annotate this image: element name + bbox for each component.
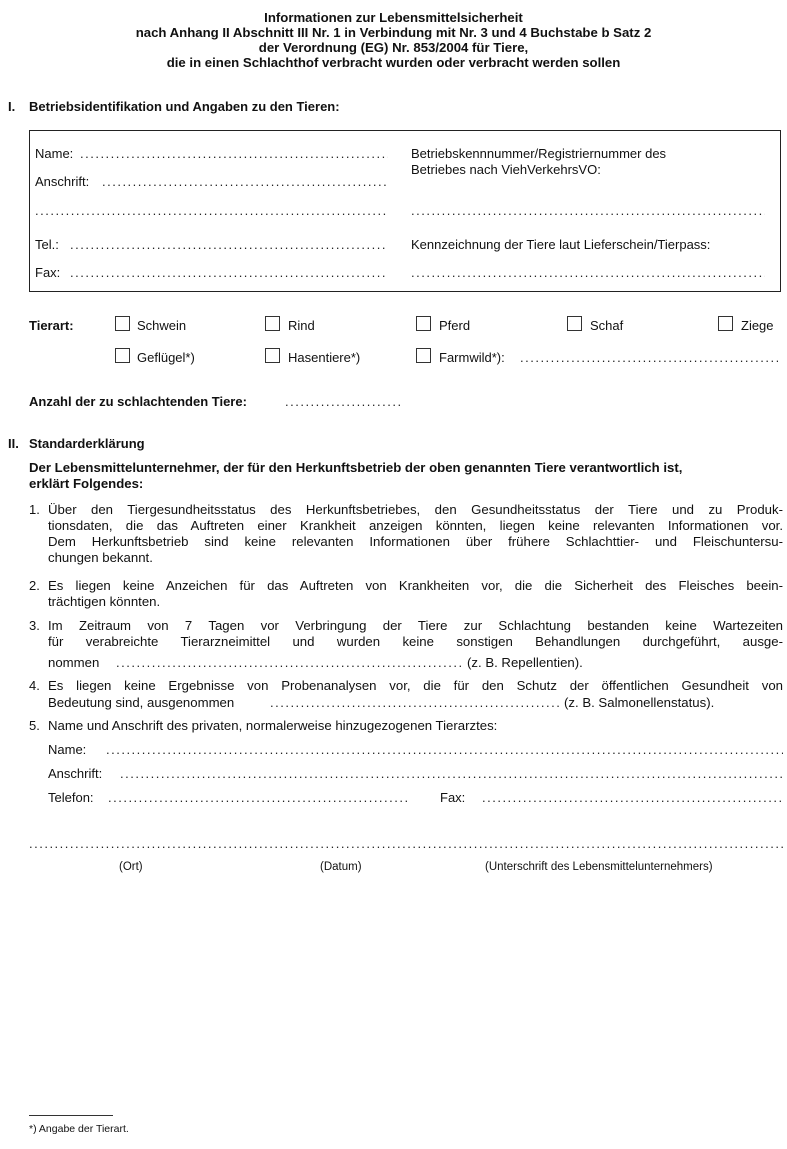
- checkbox-schwein[interactable]: [115, 316, 130, 331]
- tel-field[interactable]: [70, 237, 388, 252]
- item-3-line-2: für verabreichte Tierarzneimittel und wurden keine sonstigen Behandlungen durchgeführt, ausge-: [48, 634, 783, 649]
- registration-label-line-1: Betriebskennnummer/Registriernummer des: [411, 146, 667, 161]
- name-label: Name:: [35, 146, 74, 161]
- item-2-text: [48, 578, 783, 610]
- item-5-text: Name und Anschrift des privaten, normalerweise hinzugezogenen Tierarztes:: [48, 718, 498, 733]
- animal-marking-label: Kennzeichnung der Tiere laut Lieferschein/Tierpass:: [411, 237, 711, 252]
- item-2-number: 2.: [29, 578, 40, 593]
- section-1-title: Betriebsidentifikation und Angaben zu den Tieren:: [29, 99, 340, 114]
- item-3-exception-field[interactable]: [116, 655, 464, 670]
- document-title: [0, 10, 787, 70]
- signature-signature-label: (Unterschrift des Lebensmittelunternehmers): [485, 861, 713, 873]
- address-field-line-2[interactable]: [35, 203, 388, 218]
- item-4-line-2-end: (z. B. Salmonellenstatus).: [564, 695, 715, 710]
- signature-date-label: (Datum): [320, 861, 362, 873]
- item-1-line-2: tionsdaten, die das Auftreten einer Krankheit anzeigen könnten, liegen keine relevanten Informationen vor.: [48, 518, 783, 533]
- vet-address-field[interactable]: [120, 766, 783, 781]
- fax-field[interactable]: [70, 265, 388, 280]
- footnote-divider: [29, 1115, 113, 1116]
- vet-fax-field[interactable]: [482, 790, 783, 805]
- title-line-2: nach Anhang II Abschnitt III Nr. 1 in Verbindung mit Nr. 3 und 4 Buchstabe b Satz 2: [135, 25, 652, 40]
- signature-place-label: (Ort): [119, 861, 143, 873]
- vet-name-field[interactable]: [106, 742, 783, 757]
- registration-label: [411, 146, 666, 178]
- declaration-intro: [29, 460, 781, 492]
- animal-marking-field[interactable]: [411, 265, 765, 280]
- item-1-text: [48, 502, 783, 566]
- item-3-number: 3.: [29, 618, 40, 633]
- item-4-line-1: Es liegen keine Ergebnisse von Probenanalysen vor, die für den Schutz der öffentlichen Gesundheit von: [48, 678, 783, 693]
- item-1-line-1: Über den Tiergesundheitsstatus des Herkunftsbetriebes, den Gesundheitsstatus der Tiere und zu Produk-: [48, 502, 783, 517]
- farmwild-field[interactable]: [520, 350, 778, 365]
- checkbox-schaf[interactable]: [567, 316, 582, 331]
- section-1-number: I.: [8, 99, 16, 114]
- label-ziege: Ziege: [741, 318, 774, 333]
- label-schwein: Schwein: [137, 318, 187, 333]
- vet-phone-label: Telefon:: [48, 790, 94, 805]
- item-3-line-3-end: (z. B. Repellentien).: [467, 655, 583, 670]
- item-3-text: [48, 618, 783, 650]
- label-farmwild: Farmwild*):: [439, 350, 505, 365]
- label-hasentiere: Hasentiere*): [288, 350, 361, 365]
- signature-field[interactable]: [29, 836, 783, 851]
- checkbox-gefluegel[interactable]: [115, 348, 130, 363]
- address-field[interactable]: [102, 174, 388, 189]
- fax-label: Fax:: [35, 265, 61, 280]
- registration-label-line-2: Betriebes nach ViehVerkehrsVO:: [411, 162, 601, 177]
- item-5-number: 5.: [29, 718, 40, 733]
- section-2-title: Standarderklärung: [29, 436, 145, 451]
- checkbox-hasentiere[interactable]: [265, 348, 280, 363]
- animal-count-label: Anzahl der zu schlachtenden Tiere:: [29, 394, 247, 409]
- label-pferd: Pferd: [439, 318, 471, 333]
- title-line-3: der Verordnung (EG) Nr. 853/2004 für Tiere,: [258, 40, 529, 55]
- species-label: Tierart:: [29, 318, 74, 333]
- item-4-exception-field[interactable]: [270, 695, 562, 710]
- vet-name-label: Name:: [48, 742, 87, 757]
- item-4-number: 4.: [29, 678, 40, 693]
- section-2-number: II.: [8, 436, 19, 451]
- item-1-line-3: Dem Herkunftsbetrieb sind keine relevanten Informationen über frühere Schlachttier- und Fleischuntersu-: [48, 534, 783, 549]
- label-schaf: Schaf: [590, 318, 624, 333]
- declaration-intro-line-1: Der Lebensmittelunternehmer, der für den Herkunftsbetrieb der oben genannten Tiere verantwortlich ist,: [29, 460, 683, 475]
- vet-phone-field[interactable]: [108, 790, 410, 805]
- checkbox-pferd[interactable]: [416, 316, 431, 331]
- item-4-text: [48, 678, 783, 694]
- title-line-4: die in einen Schlachthof verbracht wurden oder verbracht werden sollen: [166, 55, 621, 70]
- name-field[interactable]: [80, 146, 388, 161]
- declaration-intro-line-2: erklärt Folgendes:: [29, 476, 144, 491]
- item-4-line-2-start: Bedeutung sind, ausgenommen: [48, 695, 235, 710]
- registration-number-field[interactable]: [411, 203, 765, 218]
- item-1-number: 1.: [29, 502, 40, 517]
- tel-label: Tel.:: [35, 237, 59, 252]
- checkbox-ziege[interactable]: [718, 316, 733, 331]
- item-1-line-4: chungen bekannt.: [48, 550, 153, 565]
- vet-fax-label: Fax:: [440, 790, 466, 805]
- item-3-line-3-start: nommen: [48, 655, 100, 670]
- footnote: *) Angabe der Tierart.: [29, 1123, 129, 1135]
- label-gefluegel: Geflügel*): [137, 350, 195, 365]
- item-2-line-2: trächtigen könnten.: [48, 594, 161, 609]
- vet-address-label: Anschrift:: [48, 766, 103, 781]
- label-rind: Rind: [288, 318, 315, 333]
- animal-count-field[interactable]: [285, 394, 401, 409]
- item-3-line-1: Im Zeitraum von 7 Tagen vor Verbringung der Tiere zur Schlachtung bestanden keine Wartezeiten: [48, 618, 783, 633]
- checkbox-farmwild[interactable]: [416, 348, 431, 363]
- item-2-line-1: Es liegen keine Anzeichen für das Auftreten von Krankheiten vor, die die Sicherheit des Fleisches beein-: [48, 578, 783, 593]
- address-label: Anschrift:: [35, 174, 90, 189]
- checkbox-rind[interactable]: [265, 316, 280, 331]
- title-line-1: Informationen zur Lebensmittelsicherheit: [264, 10, 523, 25]
